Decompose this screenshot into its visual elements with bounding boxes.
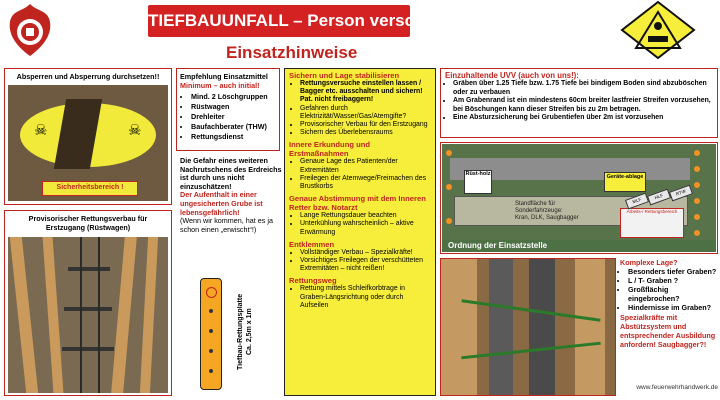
danger-p1: Die Gefahr eines weiteren Nachrutschens des Erdreichs ist durch uns nicht einzuschätzen! (180, 156, 282, 191)
regulations-section (440, 68, 718, 138)
measures-heading-4: Entklemmen (289, 239, 335, 249)
danger-p2: Der Aufenthalt in einer ungesicherten Grube ist lebensgefährlich! (180, 190, 263, 217)
cone-icon (446, 184, 452, 190)
page-subtitle: Einsatzhinweise (226, 43, 358, 62)
list-item: • Freilegen der Atemwege/Freimachen des Brustkorbs (300, 175, 431, 191)
vehicle-rtw: RTW (669, 185, 693, 202)
cordon-section (4, 68, 172, 205)
cordon-heading: Absperren und Absperrung durchsetzen!! (16, 72, 160, 81)
lane-label-2: Sonderfahrzeuge: (515, 208, 563, 214)
list-item: • Unterkühlung wahrscheinlich – aktive Erwärmung (300, 220, 431, 236)
list-item: • Rüstwagen (191, 102, 279, 112)
list-item: • Lange Rettungsdauer beachten (300, 212, 431, 220)
shoring-heading: Provisorischer Rettungsverbau für Erstzugang (Rüstwagen) (28, 214, 148, 232)
vehicle-mlf: MLF (625, 193, 649, 210)
skull-icon: ☠ (128, 122, 142, 139)
measures-heading-1: Sichern und Lage stabilisieren (289, 71, 400, 80)
cone-icon (446, 150, 452, 156)
plate-label-1: Tiefbau-Rettungsplatte (237, 293, 244, 371)
list-item: • Hindernisse im Graben? (628, 303, 718, 312)
website-url: www.feuerwehrhandwerk.de (636, 384, 718, 391)
list-item: • Eine Absturzsicherung bei Grubentiefen über 2m ist vorzusehen (453, 114, 714, 123)
list-item: • Rettungsversuche einstellen lassen / Bagger etc. ausschalten und sichern! Pat. nicht freibaggern! (300, 80, 431, 105)
list-item: • Baufachberater (THW) (191, 122, 279, 132)
list-item: • Vollständiger Verbau – Spezialkräfte! (300, 249, 431, 257)
cone-icon (694, 182, 700, 188)
list-item: • Rettungsdienst (191, 132, 279, 142)
list-item: • Großflächig eingebrochen? (628, 285, 718, 303)
site-plan (442, 144, 716, 240)
list-item: • Gräben über 1.25 Tiefe bzw. 1.75 Tiefe bei bindigem Boden sind abzuböschen oder zu verbauen (453, 80, 714, 97)
measures-section (284, 68, 436, 396)
trench-photo (8, 237, 168, 393)
safety-area-badge: Sicherheitsbereich ! (42, 181, 138, 196)
complex-heading: Komplexe Lage? (620, 258, 678, 267)
shoring-section (4, 210, 172, 396)
measures-heading-5: Rettungsweg (289, 276, 337, 286)
fire-department-logo (4, 2, 56, 58)
complex-footer: Spezialkräfte mit Abstützsystem und entsprechender Ausbildung anfordern! Saugbagger?! (620, 313, 716, 349)
warning-sign-logo (620, 0, 700, 60)
list-item: • Provisorischer Verbau für den Erstzugang (300, 121, 431, 129)
list-item: • Rettung mittels Schleifkorbtrage in Graben-Längsrichtung oder durch Aufseilen (300, 285, 431, 310)
excavation-photo (8, 85, 168, 201)
danger-text (180, 157, 282, 234)
regulations-heading: Einzuhaltende UVV (auch von uns!): (445, 71, 579, 80)
lane-label-1: Standfläche für (515, 201, 556, 207)
equipment-storage: Geräte-ablage (604, 172, 646, 192)
cone-icon (694, 214, 700, 220)
list-item: • Mind. 2 Löschgruppen (191, 92, 279, 102)
resources-list (177, 92, 279, 142)
cone-icon (694, 166, 700, 172)
list-item: • Am Grabenrand ist ein mindestens 60cm breiter lastfreier Streifen vorzusehen, bei Böschungen kann dieser Streifen bis zu 2m betragen. (453, 97, 714, 114)
list-item: • Besonders tiefer Graben? (628, 267, 718, 276)
resources-section (176, 68, 280, 151)
page-title: TIEFBAUUNFALL – Person verschüttet (148, 5, 410, 37)
complex-situation-section (620, 258, 718, 382)
lane-label-3: Kran, DLK, Saugbagger (515, 215, 579, 221)
shoring-system-photo (440, 258, 616, 396)
danger-p3: (Wenn wir kommen, hat es ja schon einen „erwischt“!) (180, 216, 273, 234)
list-item: • Genaue Lage des Patienten/der Extremitäten (300, 158, 431, 174)
measures-heading-2: Innere Erkundung und Erstmaßnahmen (289, 140, 370, 159)
list-item: • Drehleiter (191, 112, 279, 122)
list-item: • Vorsichtiges Freilegen der verschütteten Extremitäten – nicht reißen! (300, 257, 431, 273)
timber-storage: Rüst-holz (464, 170, 492, 194)
vehicle-hlf: HLF (647, 189, 671, 206)
list-item: • L / T- Graben ? (628, 276, 718, 285)
cone-icon (446, 218, 452, 224)
measures-heading-3: Genaue Abstimmung mit dem Inneren Retter bzw. Notarzt (289, 194, 426, 213)
rescue-plate-illustration (200, 278, 222, 390)
cone-icon (694, 198, 700, 204)
resources-title: Empfehlung Einsatzmittel (180, 72, 268, 81)
plate-label-2: Ca. 2,5m x 1m (246, 308, 253, 356)
cone-icon (694, 230, 700, 236)
rescue-zone: Arbeits-/ Rettungsbereich (620, 208, 684, 238)
skull-icon: ☠ (34, 122, 48, 139)
list-item: • Sichern des Überlebensraums (300, 129, 431, 137)
rescue-plate-label (236, 282, 270, 382)
list-item: • Gefahren durch Elektrizität/Wasser/Gas/Atemgifte? (300, 105, 431, 121)
diagram-caption: Ordnung der Einsatzstelle (442, 240, 716, 252)
cone-icon (694, 150, 700, 156)
site-layout-diagram (440, 142, 718, 254)
resources-minimum: Minimum – auch initial! (180, 81, 260, 90)
